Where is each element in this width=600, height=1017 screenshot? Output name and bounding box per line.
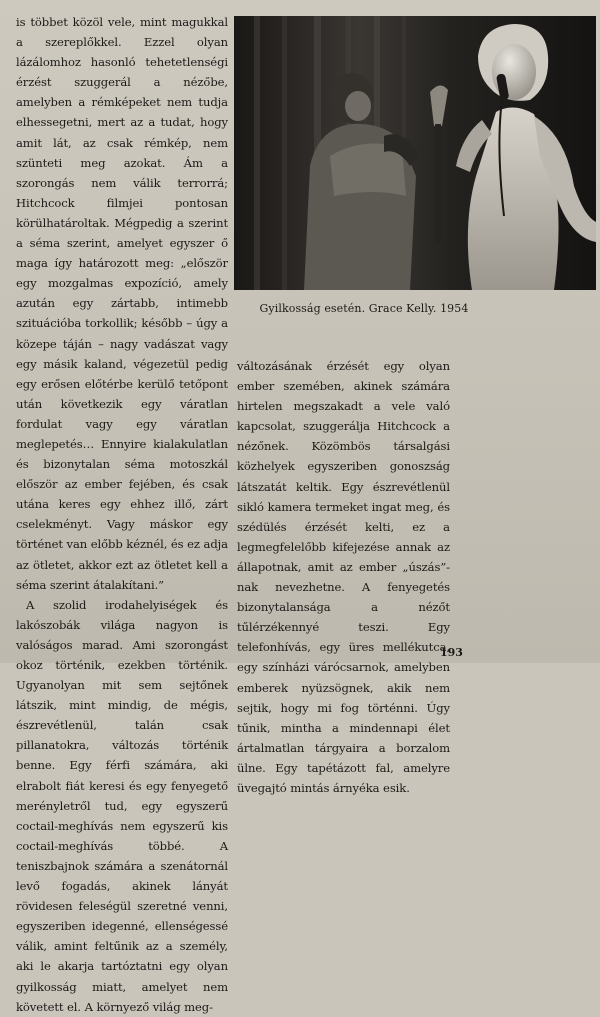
figure-caption: Gyilkosság esetén. Grace Kelly. 1954 — [259, 302, 469, 315]
photo-illustration — [234, 16, 596, 290]
paragraph: változásának érzését egy olyan ember szemében, akinek számára hirtelen megszakadt a vele való kapcsolat, szuggerálja Hitchcock a nézőnek. Közömbös társalgási közhelyek egyszeriben gonoszság látszatát keltik. Egy észrevétlenül sikló kamera termeket ingat meg, és szédülés érzését kelti, ez a legmegfelelőbb kifejezése annak az állapotnak, amit az ember „úszás”-nak nevezhetne. A fenyegetés bizonytalansága a nézőt tűlérzékennyé teszi. Egy telefonhívás, egy üres mellékutca, egy színházi várócsarnok, amelyben emberek nyüzsögnek, akik nem sejtik, hogy mi fog történni. Úgy tűnik, mintha a mindennapi élet ártalmatlan tárgyaira a borzalom ülne. Egy tapétázott fal, amelyre üvegajtó mintás árnyéka esik. — [237, 359, 450, 795]
paragraph: A szolid irodahelyiségek és lakószobák világa nagyon is valóságos marad. Ami szorongást okoz történik, ezekben történik. Ugyanolyan mit sem sejtőnek látszik, mint mindig, de mégis, észrevétlenül, talán csak pillanatokra, változás történik benne. Egy férfi számára, aki elrabolt fiát keresi és egy fenyegető merényletről tud, egy egyszerű coctail-meghívás nem egyszerű kis coctail-meghívás többé. A teniszbajnok számára a szenátornál levő fogadás, akinek lányát rövidesen feleségül szeretné venni, egyszeriben idegenné, ellenségessé válik, amint feltűnik az a személy, aki le akarja tartóztatni egy olyan gyilkosság miatt, amelyet nem követett el. A környező világ meg- — [16, 597, 228, 1014]
paragraph: is többet közöl vele, mint magukkal a szereplőkkel. Ezzel olyan lázálomhoz hasonló tehetetlenségi érzést szuggerál a nézőbe, amelyben a rémképeket nem tudja elhessegetni, mert az a tudat, hogy amit lát, az csak rémkép, nem szünteti meg azokat. Ám a szorongás nem válik terrorrá; Hitchcock filmjei pontosan körülhatároltak. Mégpedig a szerint a séma szerint, amelyet egyszer ő maga így határozott meg: „először egy mozgalmas expozíció, amely azután egy zártabb, intimebb szituációba torkollik; később – úgy a közepe táján – nagy vadászat vagy egy másik kaland, végezetül pedig egy erősen előtérbe kerülő tetőpont után következik egy váratlan fordulat vagy egy váratlan meglepetés… Ennyire kialakulatlan és bizonytalan séma motoszkál először az ember fejében, és csak utána keres egy ehhez illő, zárt cselekményt. Vagy máskor egy történet van előbb kéznél, és ez adja az ötletet, akkor ezt az ötletet kell a séma szerint átalakítani.” — [16, 15, 228, 592]
page-number: 193 — [440, 646, 463, 659]
left-text-column — [16, 12, 228, 1017]
film-still-photo — [234, 16, 596, 290]
right-text-column — [237, 356, 450, 798]
